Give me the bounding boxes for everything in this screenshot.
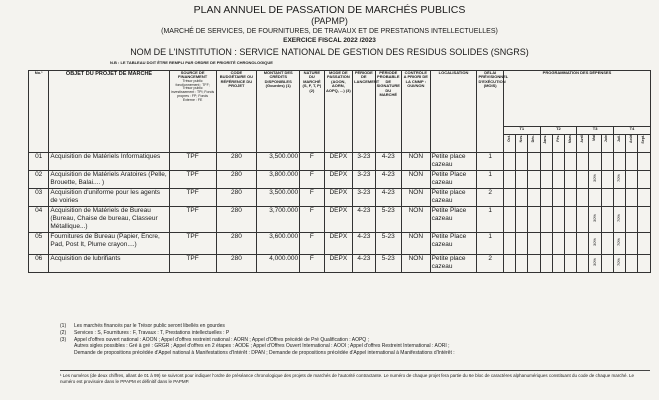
- cell-programmation: [540, 153, 552, 171]
- month-header: [577, 135, 589, 153]
- header-objet: OBJET DU PROJET DE MARCHÉ: [49, 71, 169, 153]
- cell-programmation: [577, 171, 589, 189]
- month-header: [528, 135, 540, 153]
- note-line: [60, 343, 455, 350]
- cell-programmation: [613, 207, 625, 233]
- cell-programmation: [638, 153, 651, 171]
- cell-programmation: [613, 171, 625, 189]
- cell-programmation: [577, 233, 589, 255]
- cell-localisation: Petite place cazeau: [430, 255, 477, 273]
- document-description: (MARCHÉ DE SERVICES, DE FOURNITURES, DE TRAVAUX ET DE PRESTATIONS INTELLECTUELLES): [161, 28, 498, 35]
- cell-programmation: [528, 171, 540, 189]
- cell-nature: F: [300, 153, 324, 171]
- cell-localisation: Petite Place cazeau: [430, 233, 477, 255]
- cell-programmation: [626, 255, 638, 273]
- month-header: [626, 135, 638, 153]
- cell-mode: DEPX: [324, 207, 353, 233]
- table-row: [29, 233, 651, 255]
- programmation-value: 30%: [591, 238, 597, 247]
- programmation-value: 30%: [591, 174, 597, 183]
- cell-programmation: [565, 189, 577, 207]
- header-lancement: PÉRIODE DE LANCEMENT: [353, 71, 375, 153]
- cell-programmation: [528, 233, 540, 255]
- procurement-table: [28, 70, 651, 273]
- cell-programmation: [516, 255, 528, 273]
- footnote: ¹ Les numéros (de deux chiffres, allant de 01 à 99) se suivront pour indiquer l'ordre de préséance chronologique des projets de marchés de l'autorité contractante. Le numéro de chaque projet fera partie du 6e bloc de caractères alphanumériques constituant du code de chaque marché. Le numéro est provisoire dans le PPAPM et définitif dans le PAPMP.: [60, 370, 650, 385]
- cell-programmation: [516, 171, 528, 189]
- cell-controle: NON: [402, 233, 431, 255]
- cell-programmation: [589, 171, 601, 189]
- cell-lancement: 3-23: [353, 171, 375, 189]
- header-localisation: LOCALISATION: [430, 71, 477, 153]
- cell-mode: DEPX: [324, 255, 353, 273]
- cell-objet: Acquisition d'uniforme pour les agents de voiries: [49, 189, 169, 207]
- cell-programmation: [626, 171, 638, 189]
- note-text: Autres sigles possibles : Gré à gré : GRGR ; Appel d'offres en 2 étapes : AODE ; Appel d'Offres Ouvert International : AOOI ; Appel d'offres Restreint International : AORI ;: [74, 343, 450, 350]
- cell-programmation: [565, 153, 577, 171]
- month-label: Août: [628, 135, 633, 143]
- note-mark: (2): [60, 329, 67, 336]
- cell-delai: 1: [477, 171, 504, 189]
- header-programmation: PROGRAMMATION DES DÉPENSES: [503, 71, 650, 127]
- cell-programmation: [565, 171, 577, 189]
- programmation-value: 70%: [616, 238, 622, 247]
- month-label: Oct.: [506, 135, 511, 142]
- cell-programmation: [589, 189, 601, 207]
- note-line: [60, 323, 455, 330]
- cell-programmation: [601, 207, 613, 233]
- cell-code: 280: [216, 153, 257, 171]
- header-nature: NATURE DU MARCHÉ (S, F, T, P) (2): [300, 71, 324, 153]
- cell-programmation: [613, 255, 625, 273]
- cell-programmation: [626, 207, 638, 233]
- cell-localisation: Petite Place cazeau: [430, 171, 477, 189]
- cell-programmation: [638, 255, 651, 273]
- cell-programmation: [528, 153, 540, 171]
- cell-programmation: [589, 255, 601, 273]
- cell-delai: 1: [477, 207, 504, 233]
- header-mode: MODE DE PASSATION (AOON, AORN, AOPQ, ...) (3): [324, 71, 353, 153]
- cell-programmation: [601, 189, 613, 207]
- cell-montant: 3,500.000: [257, 153, 300, 171]
- header-controle: CONTRÔLE A PRIORI DE LA CNMP : OUI/NON: [402, 71, 431, 153]
- cell-programmation: [589, 207, 601, 233]
- quarter-t3: T3: [577, 127, 614, 135]
- cell-programmation: [601, 153, 613, 171]
- month-header: [565, 135, 577, 153]
- cell-signature: 4-23: [375, 189, 402, 207]
- cell-nature: F: [300, 233, 324, 255]
- cell-signature: 5-23: [375, 207, 402, 233]
- cell-programmation: [516, 153, 528, 171]
- notes: [60, 323, 455, 357]
- cell-signature: 5-23: [375, 255, 402, 273]
- cell-programmation: [552, 233, 564, 255]
- cell-no: 04: [29, 207, 49, 233]
- cell-programmation: [540, 171, 552, 189]
- cell-nature: F: [300, 255, 324, 273]
- cell-programmation: [613, 153, 625, 171]
- month-label: Nov.: [518, 135, 523, 143]
- month-label: Janv.: [543, 135, 548, 144]
- month-header: [552, 135, 564, 153]
- cell-programmation: [528, 255, 540, 273]
- quarter-t4: T4: [613, 127, 650, 135]
- nb-note: N.B : LE TABLEAU DOIT ÊTRE REMPLI PAR ORDRE DE PRIORITÉ CHRONOLOGIQUE: [110, 60, 273, 65]
- note-line: [60, 330, 455, 337]
- cell-programmation: [552, 255, 564, 273]
- cell-montant: 3,800.000: [257, 171, 300, 189]
- cell-programmation: [601, 171, 613, 189]
- note-text: Services : S, Fournitures : F, Travaux : T, Prestations intellectuelles : P: [74, 329, 230, 336]
- cell-programmation: [503, 207, 515, 233]
- cell-code: 280: [216, 255, 257, 273]
- note-mark: (1): [60, 323, 67, 329]
- cell-programmation: [613, 233, 625, 255]
- cell-delai: 1: [477, 233, 504, 255]
- table-row: [29, 171, 651, 189]
- month-label: Juin: [604, 135, 609, 143]
- cell-programmation: [638, 171, 651, 189]
- cell-programmation: [638, 189, 651, 207]
- cell-source: TPF: [169, 153, 216, 171]
- cell-programmation: [516, 189, 528, 207]
- cell-programmation: [503, 233, 515, 255]
- header-no: No.¹: [29, 71, 49, 153]
- cell-programmation: [638, 233, 651, 255]
- cell-programmation: [503, 255, 515, 273]
- header-signature: PÉRIODE PROBABLE DE SIGNATURE DU MARCHÉ: [375, 71, 402, 153]
- cell-no: 02: [29, 171, 49, 189]
- cell-nature: F: [300, 189, 324, 207]
- cell-nature: F: [300, 207, 324, 233]
- fiscal-year: EXERCICE FISCAL 2022 /2023: [283, 37, 376, 44]
- cell-programmation: [540, 255, 552, 273]
- cell-objet: Acquisition de Matériels Informatiques: [49, 153, 169, 171]
- programmation-value: 30%: [591, 214, 597, 223]
- cell-programmation: [565, 255, 577, 273]
- cell-code: 280: [216, 171, 257, 189]
- document-subtitle: (PAPMP): [311, 16, 348, 26]
- note-line: [60, 337, 455, 344]
- table-row: [29, 153, 651, 171]
- cell-signature: 5-23: [375, 233, 402, 255]
- cell-mode: DEPX: [324, 153, 353, 171]
- cell-programmation: [516, 233, 528, 255]
- cell-signature: 4-23: [375, 171, 402, 189]
- cell-source: TPF: [169, 207, 216, 233]
- cell-programmation: [626, 153, 638, 171]
- cell-montant: 3,600.000: [257, 233, 300, 255]
- cell-signature: 4-23: [375, 153, 402, 171]
- cell-programmation: [613, 189, 625, 207]
- cell-lancement: 4-23: [353, 233, 375, 255]
- cell-programmation: [638, 207, 651, 233]
- month-header: [516, 135, 528, 153]
- cell-programmation: [577, 153, 589, 171]
- cell-programmation: [577, 189, 589, 207]
- cell-localisation: Petite place cazeau: [430, 189, 477, 207]
- cell-lancement: 4-23: [353, 255, 375, 273]
- cell-programmation: [503, 189, 515, 207]
- cell-programmation: [503, 153, 515, 171]
- header-source-label: SOURCE DE FINANCEMENT: [178, 70, 208, 80]
- header-delai: DÉLAI PRÉVISIONNEL D'EXÉCUTION (MOIS): [477, 71, 504, 153]
- cell-objet: Fournitures de Bureau (Papier, Encre, Pad, Post It, Plume crayon....): [49, 233, 169, 255]
- cell-programmation: [565, 233, 577, 255]
- cell-programmation: [528, 189, 540, 207]
- cell-programmation: [601, 233, 613, 255]
- table-row: [29, 207, 651, 233]
- cell-localisation: Petite place cazeau: [430, 153, 477, 171]
- header-source: [169, 71, 216, 153]
- cell-controle: NON: [402, 255, 431, 273]
- month-header: [601, 135, 613, 153]
- cell-programmation: [552, 153, 564, 171]
- month-label: Sept.: [641, 135, 646, 144]
- cell-controle: NON: [402, 207, 431, 233]
- cell-no: 03: [29, 189, 49, 207]
- header-source-detail: Trésor public fonctionnement : TFF; Trésor public investissement : TPI; Fonds propres : FP; Fonds Externe : FE: [171, 78, 215, 102]
- note-text: Appel d'offres ouvert national : AOON ; Appel d'offres restreint national : AORN ; Appel d'Offres précédé de Pré Qualification : AOPQ ;: [74, 336, 369, 343]
- cell-code: 280: [216, 207, 257, 233]
- table-row: [29, 189, 651, 207]
- cell-no: 05: [29, 233, 49, 255]
- programmation-value: 70%: [616, 258, 622, 267]
- month-header: [540, 135, 552, 153]
- cell-mode: DEPX: [324, 233, 353, 255]
- cell-nature: F: [300, 171, 324, 189]
- header-code: CODE BUDGÉTAIRE OU RÉFÉRENCE DU PROJET: [216, 71, 257, 153]
- cell-source: TPF: [169, 171, 216, 189]
- cell-programmation: [552, 189, 564, 207]
- month-label: Mars: [567, 135, 572, 144]
- cell-programmation: [565, 207, 577, 233]
- cell-controle: NON: [402, 153, 431, 171]
- cell-programmation: [626, 233, 638, 255]
- cell-controle: NON: [402, 189, 431, 207]
- month-label: Avril: [579, 135, 584, 143]
- cell-objet: Acquisition de Matériels de Bureau (Bureau, Chaise de bureau, Classeur Métallique...): [49, 207, 169, 233]
- quarter-t2: T2: [540, 127, 577, 135]
- cell-programmation: [626, 189, 638, 207]
- cell-delai: 1: [477, 153, 504, 171]
- cell-montant: 3,500.000: [257, 189, 300, 207]
- cell-lancement: 3-23: [353, 153, 375, 171]
- month-header: [613, 135, 625, 153]
- month-header: [638, 135, 651, 153]
- cell-no: 01: [29, 153, 49, 171]
- cell-objet: Acquisition de Matériels Aratoires (Pelle, Brouette, Balai.... ): [49, 171, 169, 189]
- quarter-t1: T1: [503, 127, 540, 135]
- document-title: PLAN ANNUEL DE PASSATION DE MARCHÉS PUBLICS: [193, 4, 466, 16]
- month-label: Déc.: [531, 135, 536, 143]
- cell-programmation: [577, 207, 589, 233]
- programmation-value: 70%: [616, 174, 622, 183]
- cell-controle: NON: [402, 171, 431, 189]
- cell-programmation: [540, 207, 552, 233]
- cell-programmation: [540, 233, 552, 255]
- note-mark: (3): [60, 336, 67, 343]
- note-text: Demande de propositions précédée d'Appel national à Manifestations d'Intérêt : DPAN ; Demande de propositions précédée d'Appel international à Manifestations d'Intérêt :: [74, 350, 455, 356]
- cell-lancement: 4-23: [353, 207, 375, 233]
- institution-name: NOM DE L'INSTITUTION : SERVICE NATIONAL DE GESTION DES RESIDUS SOLIDES (SNGRS): [130, 47, 529, 57]
- month-header: [589, 135, 601, 153]
- cell-programmation: [601, 255, 613, 273]
- programmation-value: 30%: [591, 258, 597, 267]
- cell-mode: DEPX: [324, 189, 353, 207]
- cell-delai: 2: [477, 189, 504, 207]
- header-montant: MONTANT DES CRÉDITS DISPONIBLES (Gourdes) (1): [257, 71, 300, 153]
- cell-programmation: [589, 153, 601, 171]
- month-header: [503, 135, 515, 153]
- month-label: Mai: [592, 135, 597, 141]
- cell-source: TPF: [169, 189, 216, 207]
- cell-code: 280: [216, 189, 257, 207]
- cell-programmation: [577, 255, 589, 273]
- month-label: Fév.: [555, 135, 560, 142]
- cell-programmation: [528, 207, 540, 233]
- cell-lancement: 3-23: [353, 189, 375, 207]
- note-line: [60, 350, 455, 357]
- cell-code: 280: [216, 233, 257, 255]
- programmation-value: 70%: [616, 214, 622, 223]
- cell-source: TPF: [169, 233, 216, 255]
- cell-programmation: [503, 171, 515, 189]
- cell-localisation: Petite Place cazeau: [430, 207, 477, 233]
- cell-montant: 4,000.000: [257, 255, 300, 273]
- cell-mode: DEPX: [324, 171, 353, 189]
- cell-programmation: [540, 189, 552, 207]
- cell-no: 06: [29, 255, 49, 273]
- cell-programmation: [552, 171, 564, 189]
- cell-programmation: [589, 233, 601, 255]
- month-label: Juil.: [616, 135, 621, 143]
- note-text: Les marchés financés par le Trésor public seront libellés en gourdes: [74, 323, 225, 329]
- table-row: [29, 255, 651, 273]
- cell-programmation: [516, 207, 528, 233]
- cell-delai: 2: [477, 255, 504, 273]
- cell-source: TPF: [169, 255, 216, 273]
- cell-montant: 3,700.000: [257, 207, 300, 233]
- cell-objet: Acquisition de lubrifiants: [49, 255, 169, 273]
- cell-programmation: [552, 207, 564, 233]
